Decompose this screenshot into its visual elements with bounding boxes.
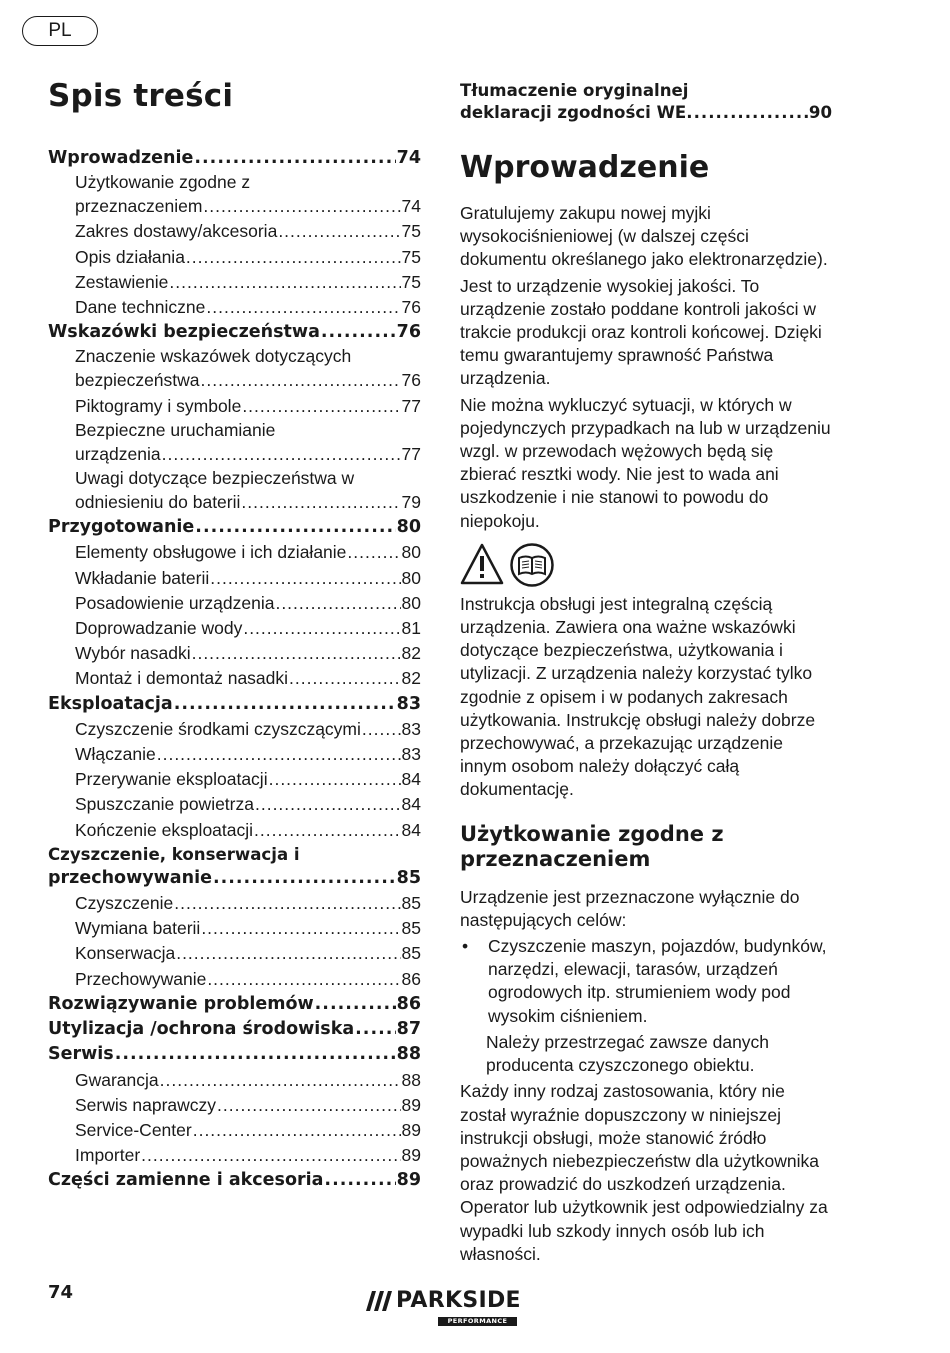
warning-icon — [460, 543, 504, 585]
toc-leader-dots — [203, 194, 400, 219]
toc-leader-dots — [315, 992, 396, 1017]
toc-entry-label: Konserwacja — [75, 943, 176, 964]
bullet-icon: • — [462, 936, 469, 957]
toc-entry-label: urządzenia — [75, 443, 161, 464]
toc-leader-dots — [269, 767, 401, 792]
toc-entry-declaration-page: 90 — [808, 103, 832, 122]
toc-entry-page: 82 — [401, 643, 421, 664]
toc-entry-page: 86 — [401, 968, 421, 989]
toc-subsection-entry[interactable] — [48, 394, 421, 419]
toc-entry-page: 76 — [401, 370, 421, 391]
toc-entry-label: Włączanie — [75, 744, 156, 765]
toc-entry-label: Przygotowanie — [48, 517, 195, 538]
toc-entry-declaration-line1: Tłumaczenie oryginalnej — [460, 81, 689, 100]
toc-entry-label: Czyszczenie — [75, 893, 174, 914]
toc-entry-label: Czyszczenie środkami czyszczącymi — [75, 718, 361, 739]
toc-entry-page: 76 — [396, 322, 421, 343]
slash-stripes-icon — [362, 1291, 392, 1311]
toc-entry-label: Gwarancja — [75, 1069, 159, 1090]
toc-entry-label: Piktogramy i symbole — [75, 395, 242, 416]
toc-entry-label: Wprowadzenie — [48, 148, 194, 168]
toc-entry-label: przechowywanie — [48, 867, 212, 888]
toc-subsection-entry[interactable] — [48, 270, 421, 295]
toc-subsection-entry[interactable] — [48, 591, 421, 616]
intended-use-paragraph: Każdy inny rodzaj zastosowania, który nie został wyraźnie dopuszczony w niniejszej instrukcji obsługi, może stanowić źródło poważnych niebezpieczeństw dla użytkownika oraz prowadzić do uszkodzeń urządzenia. Operator lub użytkownik jest odpowiedzialny za wypadki lub szkody innych osób lub ich własności. — [460, 1081, 828, 1264]
toc-leader-dots — [324, 1168, 395, 1193]
toc-entry-label: Dane techniczne — [75, 297, 206, 318]
toc-leader-dots — [157, 742, 401, 767]
toc-leader-dots — [194, 146, 395, 171]
toc-entry-page: 77 — [401, 443, 421, 464]
toc-entry-label: Montaż i demontaż nasadki — [75, 668, 289, 689]
toc-entry-label: Przechowywanie — [75, 968, 207, 989]
toc-entry-label: Zestawienie — [75, 271, 169, 292]
toc-leader-dots — [254, 818, 401, 843]
toc-subsection-entry[interactable] — [48, 641, 421, 666]
toc-entry-page: 83 — [401, 718, 421, 739]
toc-entry-page: 84 — [401, 769, 421, 790]
toc-entry-page: 88 — [396, 1044, 421, 1065]
toc-subsection-entry[interactable] — [48, 419, 421, 467]
toc-entry-page: 87 — [396, 1019, 421, 1040]
toc-entry-label: Kończenie eksploatacji — [75, 819, 254, 840]
toc-leader-dots — [201, 916, 400, 941]
toc-leader-dots — [160, 1068, 401, 1093]
safety-icons — [460, 543, 832, 587]
toc-entry-label: Utylizacja /ochrona środowiska — [48, 1019, 355, 1040]
toc-subsection-entry[interactable] — [48, 767, 421, 792]
toc-leader-dots — [210, 566, 400, 591]
toc-entry-page: 80 — [401, 542, 421, 563]
intro-paragraph: Instrukcja obsługi jest integralną częścią urządzenia. Zawiera ona ważne wskazówki dotyczące bezpieczeństwa, użytkowania i utylizacji. Z urządzenia należy korzystać tylko zgodnie z opisem i w podanych zakresach użytkowania. Instrukcję obsługi należy dobrze przechowywać, a przekazując urządzenie innym osobom należy dołączyć całą dokumentację. — [460, 593, 816, 800]
toc-subsection-entry[interactable] — [48, 1068, 421, 1093]
toc-entry-page: 86 — [396, 993, 421, 1014]
toc-leader-dots — [174, 891, 400, 916]
toc-subsection-entry[interactable] — [48, 616, 421, 641]
intro-paragraph: Jest to urządzenie wysokiej jakości. To urządzenie zostało poddane kontroli jakości w trakcie produkcji oraz kontroli końcowej. Dzięki temu gwarantujemy sprawność Państwa urządzenia. — [460, 275, 822, 389]
toc-subsection-entry[interactable] — [48, 717, 421, 742]
list-item — [460, 935, 832, 1028]
toc-leader-dots — [355, 1017, 395, 1042]
brand-name: PARKSIDE — [396, 1288, 521, 1313]
toc-entry-page: 88 — [401, 1069, 421, 1090]
toc-leader-dots — [186, 245, 401, 270]
toc-leader-dots — [195, 515, 395, 540]
toc-subsection-entry[interactable] — [48, 171, 421, 219]
toc-subsection-entry[interactable] — [48, 295, 421, 320]
toc-subsection-entry[interactable] — [48, 467, 421, 515]
toc-subsection-entry[interactable] — [48, 1143, 421, 1168]
toc-entry-page: 75 — [401, 246, 421, 267]
toc-section-entry[interactable] — [48, 1017, 421, 1042]
toc-entry-label: Importer — [75, 1145, 141, 1166]
toc-entry-declaration-line2: deklaracji zgodności WE — [460, 103, 687, 122]
toc-subsection-entry[interactable] — [48, 1118, 421, 1143]
toc-subsection-entry[interactable] — [48, 792, 421, 817]
toc-section-entry[interactable] — [48, 992, 421, 1017]
toc-entry-page: 85 — [401, 918, 421, 939]
toc-leader-dots — [242, 394, 400, 419]
toc-entry-page: 79 — [401, 492, 421, 513]
parkside-logo — [362, 1288, 522, 1330]
toc-entry-label-line: Użytkowanie zgodne z — [75, 172, 251, 193]
toc-leader-dots — [278, 219, 400, 244]
toc-leader-dots — [174, 692, 396, 717]
toc-leader-dots — [206, 295, 400, 320]
intro-heading: Wprowadzenie — [460, 150, 710, 185]
toc-title: Spis treści — [48, 78, 234, 114]
toc-section-entry[interactable] — [48, 146, 421, 171]
toc-entry-page: 89 — [401, 1145, 421, 1166]
toc-entry-page: 80 — [401, 567, 421, 588]
toc-entry-label: Posadowienie urządzenia — [75, 592, 275, 613]
toc-leader-dots — [686, 102, 809, 124]
toc-entry-label: bezpieczeństwa — [75, 370, 200, 391]
toc-leader-dots — [213, 866, 396, 891]
toc-entry-label: Wymiana baterii — [75, 918, 201, 939]
toc-entry-page: 77 — [401, 395, 421, 416]
toc-leader-dots — [192, 641, 401, 666]
toc-section-entry[interactable] — [48, 320, 421, 345]
right-column — [460, 80, 832, 1269]
toc-subsection-entry[interactable] — [48, 967, 421, 992]
toc-entry-label: Serwis — [48, 1044, 114, 1065]
toc-subsection-entry[interactable] — [48, 566, 421, 591]
toc-leader-dots — [169, 270, 400, 295]
toc-entry-page: 83 — [396, 693, 421, 714]
language-badge: PL — [22, 16, 98, 46]
toc-entry-label-line: Znaczenie wskazówek dotyczących — [75, 346, 352, 367]
intro-paragraph: Nie można wykluczyć sytuacji, w których w pojedynczych przypadkach na lub w urządzeniu wzgl. w przewodach wężowych będą się zbierać resztki wody. Nie jest to wada ani uszkodzenie i nie stanowi to powodu do niepokoju. — [460, 394, 831, 531]
toc-entry-page: 82 — [401, 668, 421, 689]
toc-entry-label: Opis działania — [75, 246, 185, 267]
toc-entry-label: Wybór nasadki — [75, 643, 191, 664]
toc-leader-dots — [321, 320, 396, 345]
toc-entry-page: 74 — [396, 148, 421, 168]
toc-leader-dots — [241, 490, 400, 515]
toc-subsection-entry[interactable] — [48, 818, 421, 843]
toc-entry-label: Rozwiązywanie problemów — [48, 993, 314, 1014]
toc-section-entry[interactable] — [48, 843, 421, 891]
intro-paragraph: Gratulujemy zakupu nowej myjki wysokociśnieniowej (w dalszej części dokumentu określanego jako elektronarzędzie). — [460, 203, 828, 270]
intended-use-paragraph: Urządzenie jest przeznaczone wyłącznie do następujących celów: — [460, 886, 800, 930]
toc-entry-label: przeznaczeniem — [75, 196, 203, 217]
toc-entry-label: Doprowadzanie wody — [75, 618, 243, 639]
toc-entry-page: 76 — [401, 297, 421, 318]
toc-leader-dots — [347, 540, 400, 565]
toc-entry-label: Eksploatacja — [48, 693, 173, 714]
toc-leader-dots — [217, 1093, 401, 1118]
toc-subsection-entry[interactable] — [48, 742, 421, 767]
toc-leader-dots — [162, 442, 401, 467]
toc-entry-label: Serwis naprawczy — [75, 1094, 217, 1115]
toc-subsection-entry[interactable] — [48, 666, 421, 691]
toc-leader-dots — [207, 967, 400, 992]
toc-entry-page: 84 — [401, 819, 421, 840]
toc-leader-dots — [176, 941, 400, 966]
toc-entry-label-line: Uwagi dotyczące bezpieczeństwa w — [75, 468, 355, 489]
toc-entry-page: 75 — [401, 271, 421, 292]
toc-entry-page: 85 — [401, 893, 421, 914]
toc-subsection-entry[interactable] — [48, 1093, 421, 1118]
toc-subsection-entry[interactable] — [48, 219, 421, 244]
toc-leader-dots — [362, 717, 401, 742]
toc-entry-page: 84 — [401, 794, 421, 815]
toc-leader-dots — [243, 616, 400, 641]
toc-section-entry[interactable] — [48, 1042, 421, 1067]
toc-entry-label-line: Czyszczenie, konserwacja i — [48, 844, 300, 864]
list-item-note: Należy przestrzegać zawsze danych producenta czyszczonego obiektu. — [486, 1031, 770, 1076]
toc-entry-label-line: Bezpieczne uruchamianie — [75, 419, 276, 440]
toc-entry-label: Wkładanie baterii — [75, 567, 210, 588]
toc-subsection-entry[interactable] — [48, 941, 421, 966]
toc-leader-dots — [193, 1118, 401, 1143]
toc-entry-page: 89 — [401, 1094, 421, 1115]
toc-subsection-entry[interactable] — [48, 345, 421, 393]
toc-entry-page: 81 — [401, 618, 421, 639]
toc-entry-page: 75 — [401, 221, 421, 242]
toc-subsection-entry[interactable] — [48, 245, 421, 270]
intended-use-heading: Użytkowanie zgodne z przeznaczeniem — [460, 821, 724, 871]
toc-section-entry[interactable] — [48, 515, 421, 540]
toc-subsection-entry[interactable] — [48, 540, 421, 565]
toc-entry-page: 89 — [396, 1170, 421, 1191]
toc-leader-dots — [275, 591, 400, 616]
toc-leader-dots — [141, 1143, 400, 1168]
toc-entry-label: Elementy obsługowe i ich działanie — [75, 542, 347, 563]
toc-entry-page: 89 — [401, 1119, 421, 1140]
toc-entry-page: 80 — [396, 517, 421, 538]
brand-subtitle: PERFORMANCE — [438, 1317, 517, 1326]
toc-entry-page: 80 — [401, 592, 421, 613]
toc-entry-label: odniesieniu do baterii — [75, 492, 241, 513]
toc-entry-label: Przerywanie eksploatacji — [75, 769, 268, 790]
toc-entry-label: Spuszczanie powietrza — [75, 794, 254, 815]
list-item-text: Czyszczenie maszyn, pojazdów, budynków, narzędzi, elewacji, tarasów, urządzeń ogrodowych itp. strumieniem wody pod wysokim ciśnieniem. — [488, 936, 827, 1026]
toc-entry-declaration[interactable] — [460, 80, 832, 124]
table-of-contents — [48, 146, 421, 1194]
toc-leader-dots — [115, 1042, 396, 1067]
toc-leader-dots — [201, 368, 401, 393]
toc-entry-label: Wskazówki bezpieczeństwa — [48, 322, 320, 343]
toc-entry-page: 74 — [401, 196, 421, 217]
toc-entry-page: 85 — [401, 943, 421, 964]
toc-leader-dots — [289, 666, 400, 691]
toc-subsection-entry[interactable] — [48, 916, 421, 941]
toc-section-entry[interactable] — [48, 1168, 421, 1193]
page-number: 74 — [48, 1282, 74, 1303]
toc-entry-page: 83 — [401, 744, 421, 765]
manual-book-icon — [510, 543, 554, 587]
toc-leader-dots — [255, 792, 401, 817]
toc-entry-label: Service-Center — [75, 1119, 192, 1140]
toc-entry-label: Zakres dostawy/akcesoria — [75, 221, 278, 242]
toc-entry-page: 85 — [396, 867, 421, 888]
toc-entry-label: Części zamienne i akcesoria — [48, 1170, 324, 1191]
toc-subsection-entry[interactable] — [48, 891, 421, 916]
toc-section-entry[interactable] — [48, 692, 421, 717]
